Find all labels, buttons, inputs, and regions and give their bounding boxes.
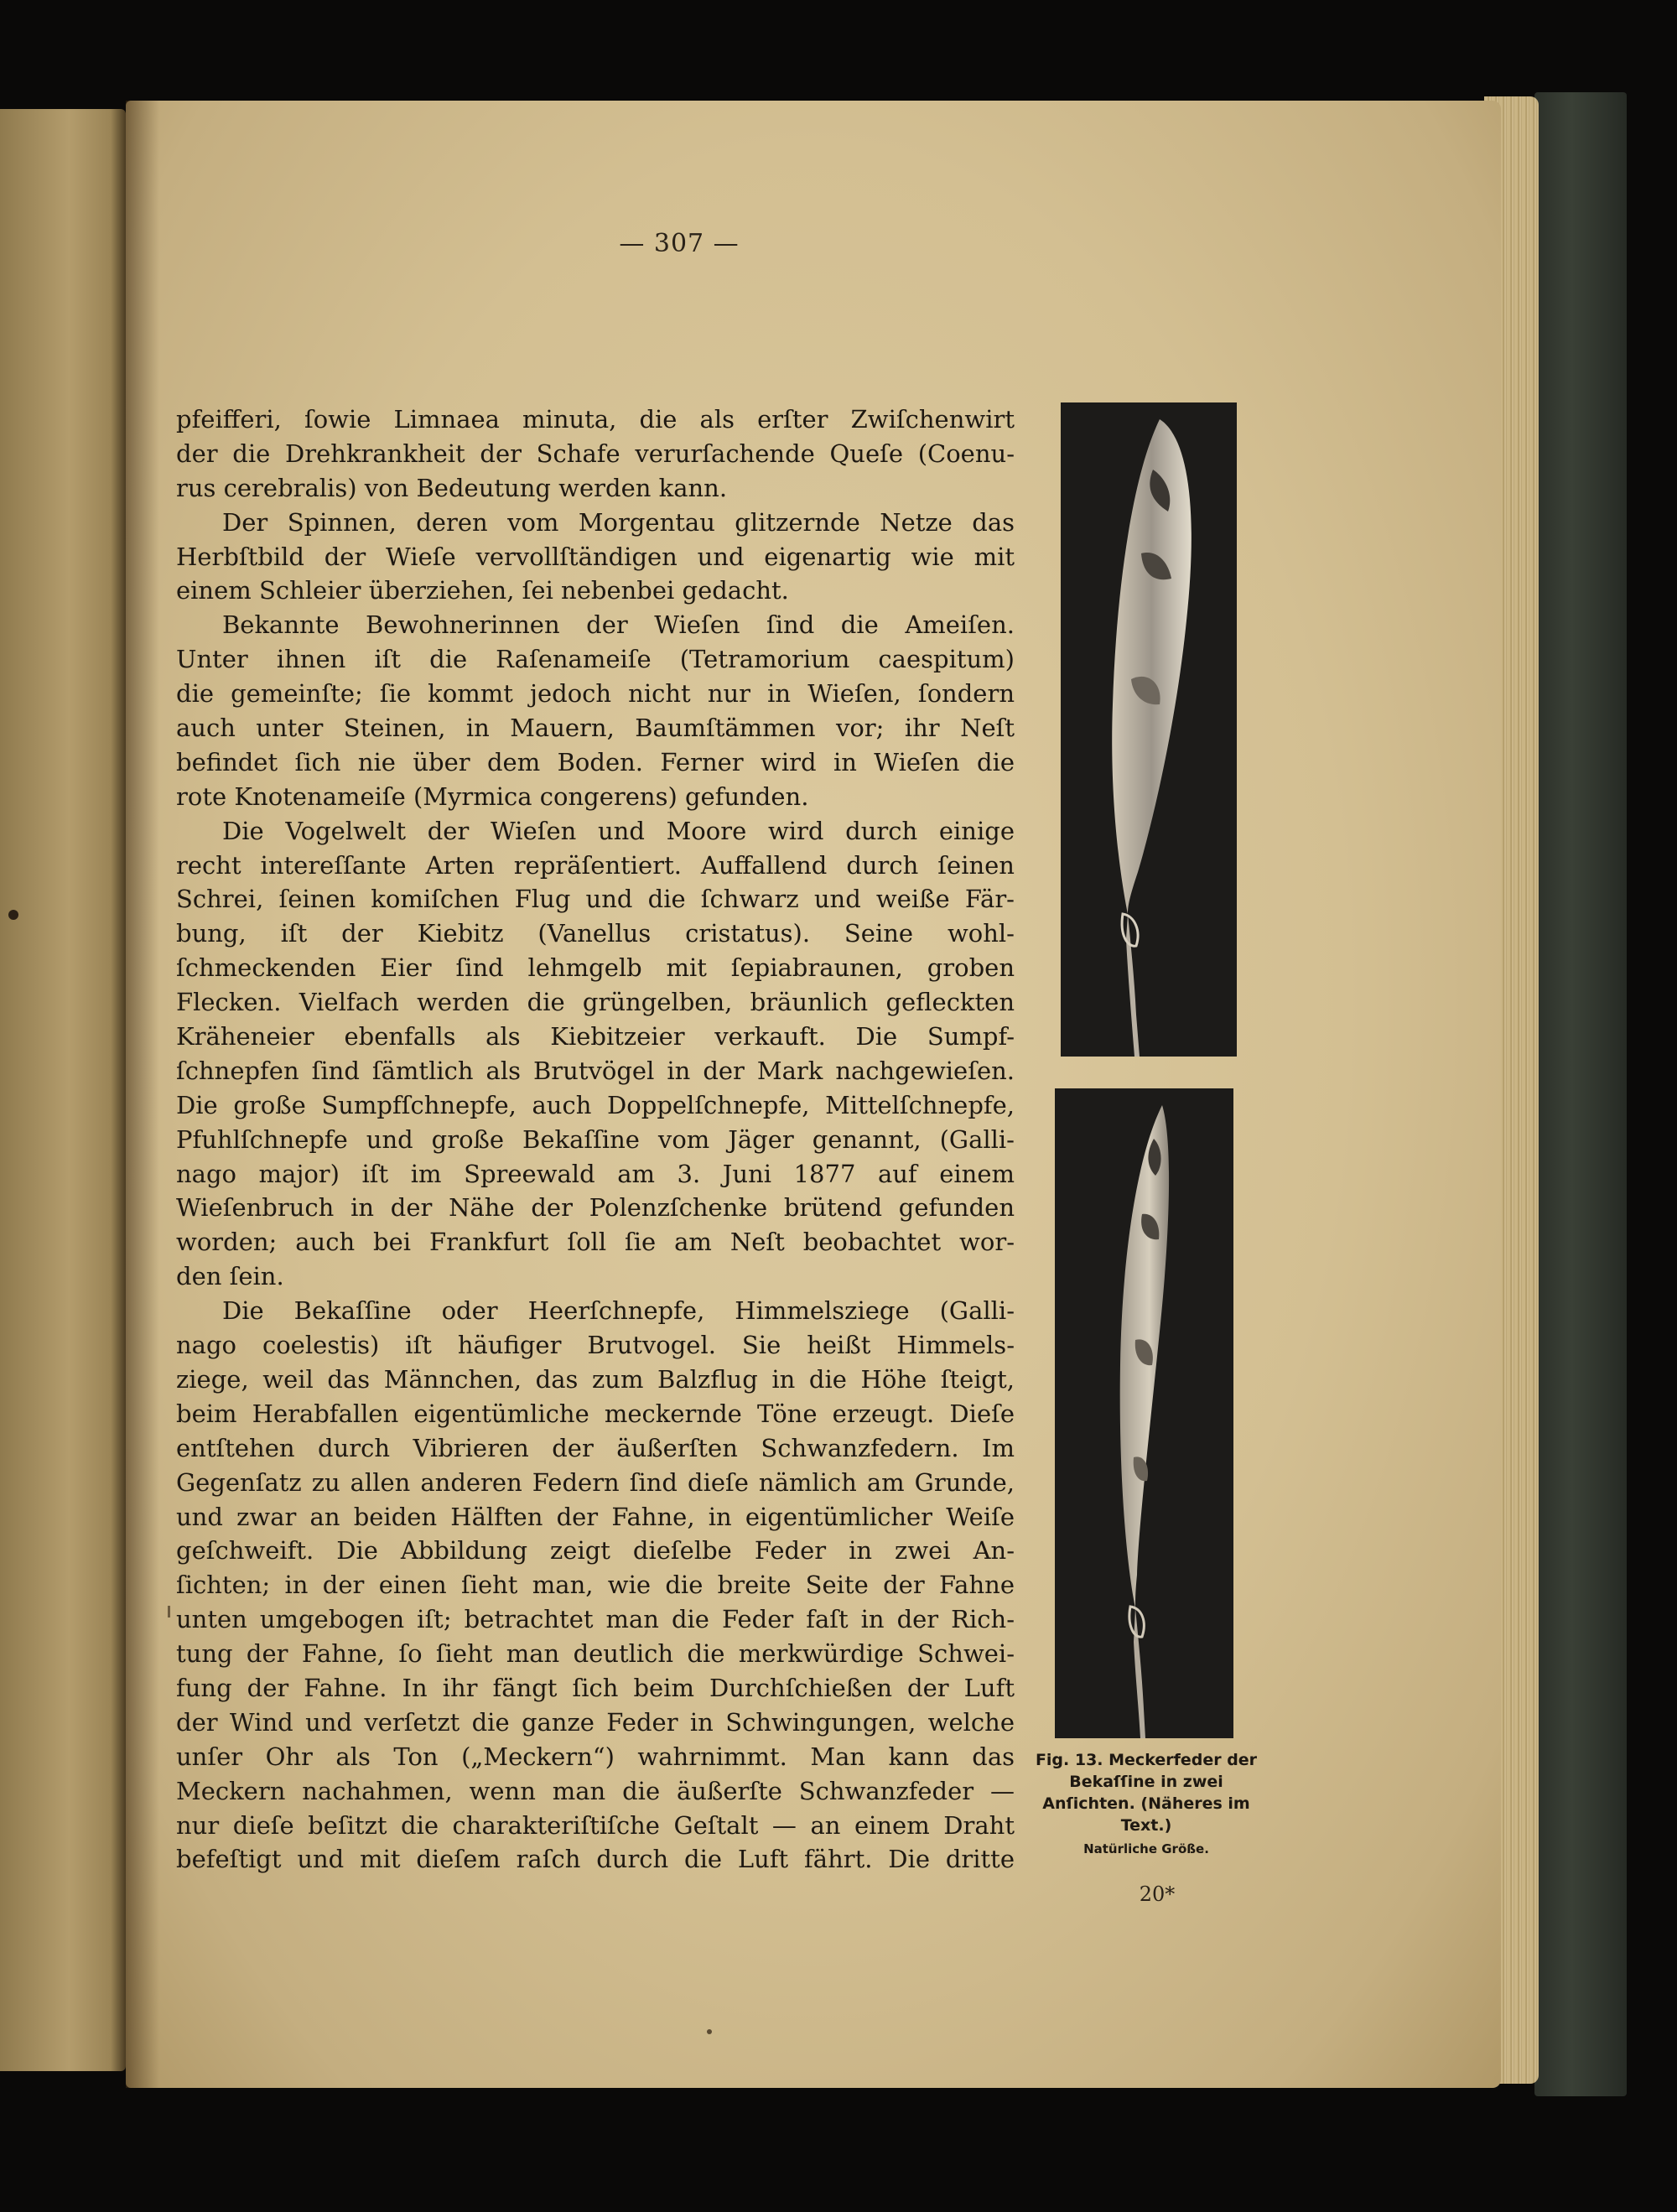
body-line: Gegenſatz zu allen anderen Federn ſind dieſe nämlich am Grunde, xyxy=(176,1467,1015,1497)
ink-speck xyxy=(8,910,18,920)
feather-photo-top xyxy=(1061,402,1237,1057)
body-line: befeſtigt und mit dieſem raſch durch die Luft fährt. Die dritte xyxy=(176,1845,1015,1874)
body-line: der die Drehkrankheit der Schafe verurſachende Queſe (Coenu- xyxy=(176,439,1015,468)
body-line: auch unter Steinen, in Mauern, Baumſtämmen vor; ihr Neſt xyxy=(176,714,1015,743)
body-line: den ſein. xyxy=(176,1262,284,1291)
body-line: bung, iſt der Kiebitz (Vanellus cristatus). Seine wohl- xyxy=(176,919,1015,948)
body-line: worden; auch bei Frankfurt ſoll ſie am Neſt beobachtet wor- xyxy=(176,1228,1015,1257)
figure-caption-text: Fig. 13. Meckerfeder der Bekaſſine in zwei Anſichten. (Näheres im Text.) xyxy=(1035,1751,1258,1835)
feather-image-bottom xyxy=(1055,1088,1233,1738)
body-line: rus cerebralis) von Bedeutung werden kann. xyxy=(176,473,728,502)
feather-image-top xyxy=(1061,402,1237,1057)
body-text xyxy=(176,402,1015,1877)
body-line: Herbſtbild der Wieſe vervollſtändigen und eigenartig wie mit xyxy=(176,542,1015,571)
feather-photo-bottom xyxy=(1055,1088,1233,1738)
body-line: Die Bekaſſine oder Heerſchnepfe, Himmelsziege (Galli- xyxy=(222,1296,1015,1326)
ink-speck xyxy=(707,2029,712,2034)
body-line: ſchmeckenden Eier ſind lehmgelb mit ſepiabraunen, groben xyxy=(176,953,1015,983)
page-number: — 307 — xyxy=(619,229,740,258)
body-line: fung der Fahne. In ihr fängt ſich beim Durchſchießen der Luft xyxy=(176,1673,1015,1702)
body-line: nago major) iſt im Spreewald am 3. Juni 1877 auf einem xyxy=(176,1159,1015,1188)
body-line: ſichten; in der einen ſieht man, wie die breite Seite der Fahne xyxy=(176,1571,1015,1600)
left-facing-page xyxy=(0,109,126,2071)
body-line: ſchnepfen ſind ſämtlich als Brutvögel in der Mark nachgewieſen. xyxy=(176,1056,1015,1085)
signature-mark: 20* xyxy=(1139,1882,1176,1906)
body-line: unten umgebogen iſt; betrachtet man die Feder faſt in der Rich- xyxy=(176,1605,1015,1634)
body-line: die gemeinſte; ſie kommt jedoch nicht nur in Wieſen, ſondern xyxy=(176,679,1015,709)
body-line: Bekannte Bewohnerinnen der Wieſen ſind die Ameiſen. xyxy=(222,610,1015,640)
page-gutter-shadow xyxy=(126,101,159,2088)
body-line: Die Vogelwelt der Wieſen und Moore wird durch einige xyxy=(222,816,1015,845)
body-line: Die große Sumpfſchnepfe, auch Doppelſchnepfe, Mittelſchnepfe, xyxy=(176,1090,1015,1119)
body-line: nur dieſe beſitzt die charakteriſtiſche Geſtalt — an einem Draht xyxy=(176,1810,1015,1840)
body-line: beim Herabfallen eigentümliche meckernde Töne erzeugt. Dieſe xyxy=(176,1399,1015,1428)
body-line: Wieſenbruch in der Nähe der Polenzſchenke brütend gefunden xyxy=(176,1193,1015,1223)
ink-speck xyxy=(168,1606,170,1617)
body-line: ziege, weil das Männchen, das zum Balzflug in die Höhe ſteigt, xyxy=(176,1364,1015,1394)
body-line: rote Knotenameiſe (Myrmica congerens) gefunden. xyxy=(176,781,809,811)
figure-size-note: Natürliche Größe. xyxy=(1083,1841,1209,1856)
body-line: und zwar an beiden Hälften der Fahne, in eigentümlicher Weiſe xyxy=(176,1502,1015,1531)
body-line: Pfuhlſchnepfe und große Bekaſſine vom Jäger genannt, (Galli- xyxy=(176,1124,1015,1154)
body-line: befindet ſich nie über dem Boden. Ferner wird in Wieſen die xyxy=(176,747,1015,776)
body-line: einem Schleier überziehen, ſei nebenbei gedacht. xyxy=(176,576,789,605)
body-line: Schrei, ſeinen komiſchen Flug und die ſchwarz und weiße Fär- xyxy=(176,885,1015,914)
body-line: Flecken. Vielfach werden die grüngelben, bräunlich gefleckten xyxy=(176,988,1015,1017)
body-line: tung der Fahne, ſo ſieht man deutlich die merkwürdige Schwei- xyxy=(176,1639,1015,1669)
body-line: Der Spinnen, deren vom Morgentau glitzernde Netze das xyxy=(222,507,1015,537)
body-line: pfeifferi, ſowie Limnaea minuta, die als erſter Zwiſchenwirt xyxy=(176,405,1015,434)
body-line: entſtehen durch Vibrieren der äußerſten Schwanzfedern. Im xyxy=(176,1433,1015,1462)
book-cover xyxy=(1534,92,1627,2096)
body-line: Meckern nachahmen, wenn man die äußerſte Schwanzfeder — xyxy=(176,1776,1015,1805)
body-line: der Wind und verſetzt die ganze Feder in Schwingungen, welche xyxy=(176,1707,1015,1737)
body-line: geſchweift. Die Abbildung zeigt dieſelbe Feder in zwei An- xyxy=(176,1536,1015,1566)
body-line: Kräheneier ebenfalls als Kiebitzeier verkauft. Die Sumpf- xyxy=(176,1022,1015,1051)
body-line: recht intereſſante Arten repräſentiert. Auffallend durch ſeinen xyxy=(176,850,1015,880)
body-line: nago coelestis) iſt häufiger Brutvogel. Sie heißt Himmels- xyxy=(176,1331,1015,1360)
figure-caption xyxy=(1033,1749,1259,1860)
body-line: Unter ihnen iſt die Raſenameiſe (Tetramorium caespitum) xyxy=(176,645,1015,674)
body-line: unſer Ohr als Ton („Meckern“) wahrnimmt. Man kann das xyxy=(176,1742,1015,1771)
